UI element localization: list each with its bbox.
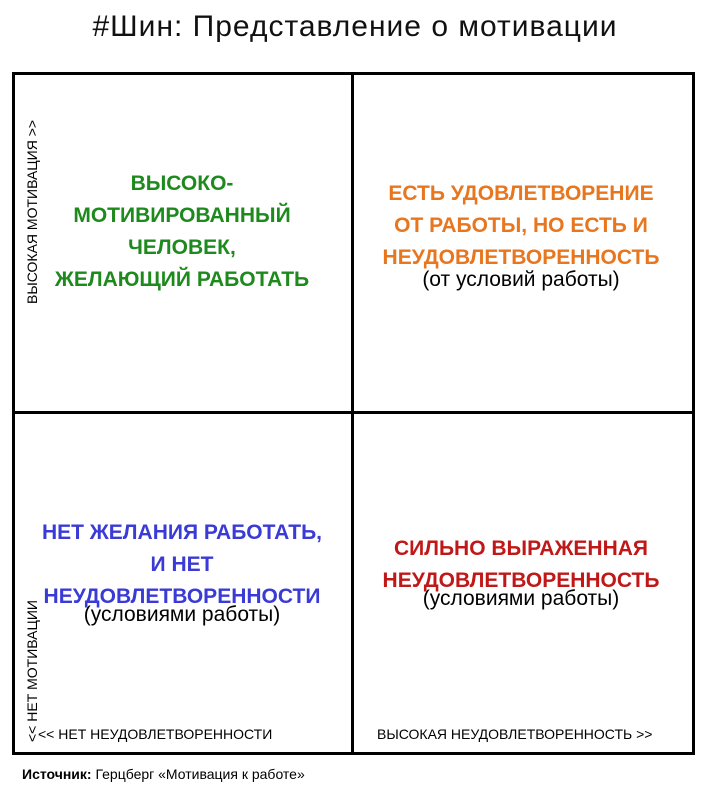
y-axis-label-high: ВЫСОКАЯ МОТИВАЦИЯ >>	[24, 119, 40, 304]
quadrant-bottom-left	[15, 414, 349, 748]
source-note	[22, 766, 305, 782]
quadrant-bottom-left-heading: НЕТ ЖЕЛАНИЯ РАБОТАТЬ, И НЕТ НЕУДОВЛЕТВОРЕННОСТИ	[41, 521, 323, 608]
quadrant-top-right	[354, 75, 688, 409]
quadrant-grid	[12, 72, 695, 755]
y-axis-label-low: << НЕТ МОТИВАЦИИ	[24, 600, 40, 742]
quadrant-top-left-heading: ВЫСОКО- МОТИВИРОВАННЫЙ ЧЕЛОВЕК, ЖЕЛАЮЩИЙ РАБОТАТЬ	[54, 172, 310, 291]
source-label: Источник:	[22, 766, 92, 782]
quadrant-bottom-right-note: (условиями работы)	[422, 587, 620, 610]
quadrant-top-left	[15, 75, 349, 409]
quadrant-bottom-right	[354, 414, 688, 748]
quadrant-bottom-right-heading: СИЛЬНО ВЫРАЖЕННАЯ НЕУДОВЛЕТВОРЕННОСТЬ	[382, 537, 660, 592]
quadrant-bottom-left-note: (условиями работы)	[83, 603, 281, 626]
quadrant-top-right-note: (от условий работы)	[422, 268, 620, 291]
quadrant-top-right-heading: ЕСТЬ УДОВЛЕТВОРЕНИЕ ОТ РАБОТЫ, НО ЕСТЬ И НЕУДОВЛЕТВОРЕННОСТЬ	[382, 182, 660, 269]
x-axis-label-high: ВЫСОКАЯ НЕУДОВЛЕТВОРЕННОСТЬ >>	[377, 726, 653, 742]
source-text: Герцберг «Мотивация к работе»	[91, 766, 305, 782]
page-title: #Шин: Представление о мотивации	[92, 10, 618, 43]
x-axis-label-low: << НЕТ НЕУДОВЛЕТВОРЕННОСТИ	[38, 726, 273, 742]
